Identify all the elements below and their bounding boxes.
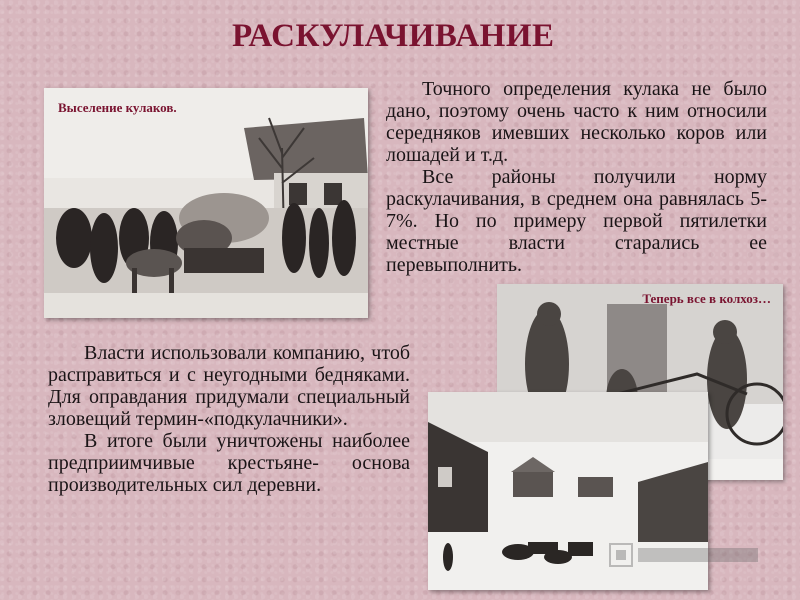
photo-eviction: [44, 88, 368, 318]
paragraph: В итоге были уничтожены наиболее предприимчивые крестьяне- основа производительных сил деревни.: [48, 430, 410, 496]
watermark-logo: [608, 540, 768, 570]
photo-caption-eviction: Выселение кулаков.: [58, 100, 177, 115]
photo-caption-collective-farm: Теперь все в колхоз…: [642, 291, 771, 306]
text-block-right: [386, 78, 767, 276]
paragraph: Все районы получили норму раскулачивания, в среднем она равнялась 5-7%. Но по примеру первой пятилетки местные власти старались ее перевыполнить.: [386, 166, 767, 276]
slide-title: РАСКУЛАЧИВАНИЕ: [232, 18, 555, 54]
paragraph: Власти использовали компанию, чтоб расправиться и с неугодными бедняками. Для оправдания придумали специальный зловещий термин-«подкулачники».: [48, 342, 410, 430]
paragraph: Точного определения кулака не было дано, поэтому очень часто к ним относили середняков имевших несколько коров или лошадей и т.д.: [386, 78, 767, 166]
text-block-left: [48, 342, 410, 496]
eviction-photo-image: [44, 88, 368, 318]
